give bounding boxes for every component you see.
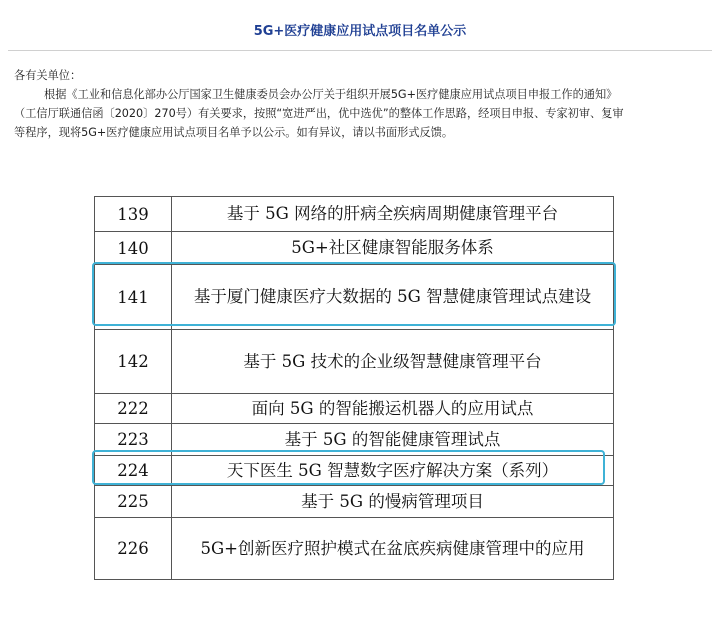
row-number: 225 xyxy=(95,486,172,518)
table-row xyxy=(95,232,614,265)
table-row xyxy=(95,456,614,486)
project-name: 天下医生 5G 智慧数字医疗解决方案（系列） xyxy=(172,456,614,486)
notice-body-line-1: 根据《工业和信息化部办公厅国家卫生健康委员会办公厅关于组织开展5G+医疗健康应用试点项目申报工作的通知》 xyxy=(44,88,618,101)
notice-text xyxy=(14,66,710,142)
row-number: 223 xyxy=(95,424,172,456)
row-number: 142 xyxy=(95,330,172,394)
table-row xyxy=(95,394,614,424)
row-number: 222 xyxy=(95,394,172,424)
row-number: 224 xyxy=(95,456,172,486)
notice-body-line-3: 等程序，现将5G+医疗健康应用试点项目名单予以公示。如有异议，请以书面形式反馈。 xyxy=(14,126,454,139)
project-list-table xyxy=(94,196,614,580)
table-row xyxy=(95,197,614,232)
title-divider xyxy=(8,50,712,51)
project-name: 5G+创新医疗照护模式在盆底疾病健康管理中的应用 xyxy=(172,518,614,580)
project-name: 基于 5G 技术的企业级智慧健康管理平台 xyxy=(172,330,614,394)
table-row xyxy=(95,265,614,330)
project-name: 基于 5G 的慢病管理项目 xyxy=(172,486,614,518)
table-row xyxy=(95,424,614,456)
notice-body-line-2: （工信厅联通信函〔2020〕270号）有关要求，按照“宽进严出，优中选优”的整体工作思路，经项目申报、专家初审、复审 xyxy=(14,107,624,120)
project-name: 基于厦门健康医疗大数据的 5G 智慧健康管理试点建设 xyxy=(172,265,614,330)
table-row xyxy=(95,486,614,518)
project-list-table-container xyxy=(94,196,614,580)
row-number: 141 xyxy=(95,265,172,330)
project-name: 5G+社区健康智能服务体系 xyxy=(172,232,614,265)
table-row xyxy=(95,518,614,580)
row-number: 140 xyxy=(95,232,172,265)
page-title: 5G+医疗健康应用试点项目名单公示 xyxy=(253,24,467,39)
project-name: 基于 5G 的智能健康管理试点 xyxy=(172,424,614,456)
project-name: 面向 5G 的智能搬运机器人的应用试点 xyxy=(172,394,614,424)
notice-greeting: 各有关单位： xyxy=(14,69,82,82)
row-number: 139 xyxy=(95,197,172,232)
table-row xyxy=(95,330,614,394)
row-number: 226 xyxy=(95,518,172,580)
project-name: 基于 5G 网络的肝病全疾病周期健康管理平台 xyxy=(172,197,614,232)
